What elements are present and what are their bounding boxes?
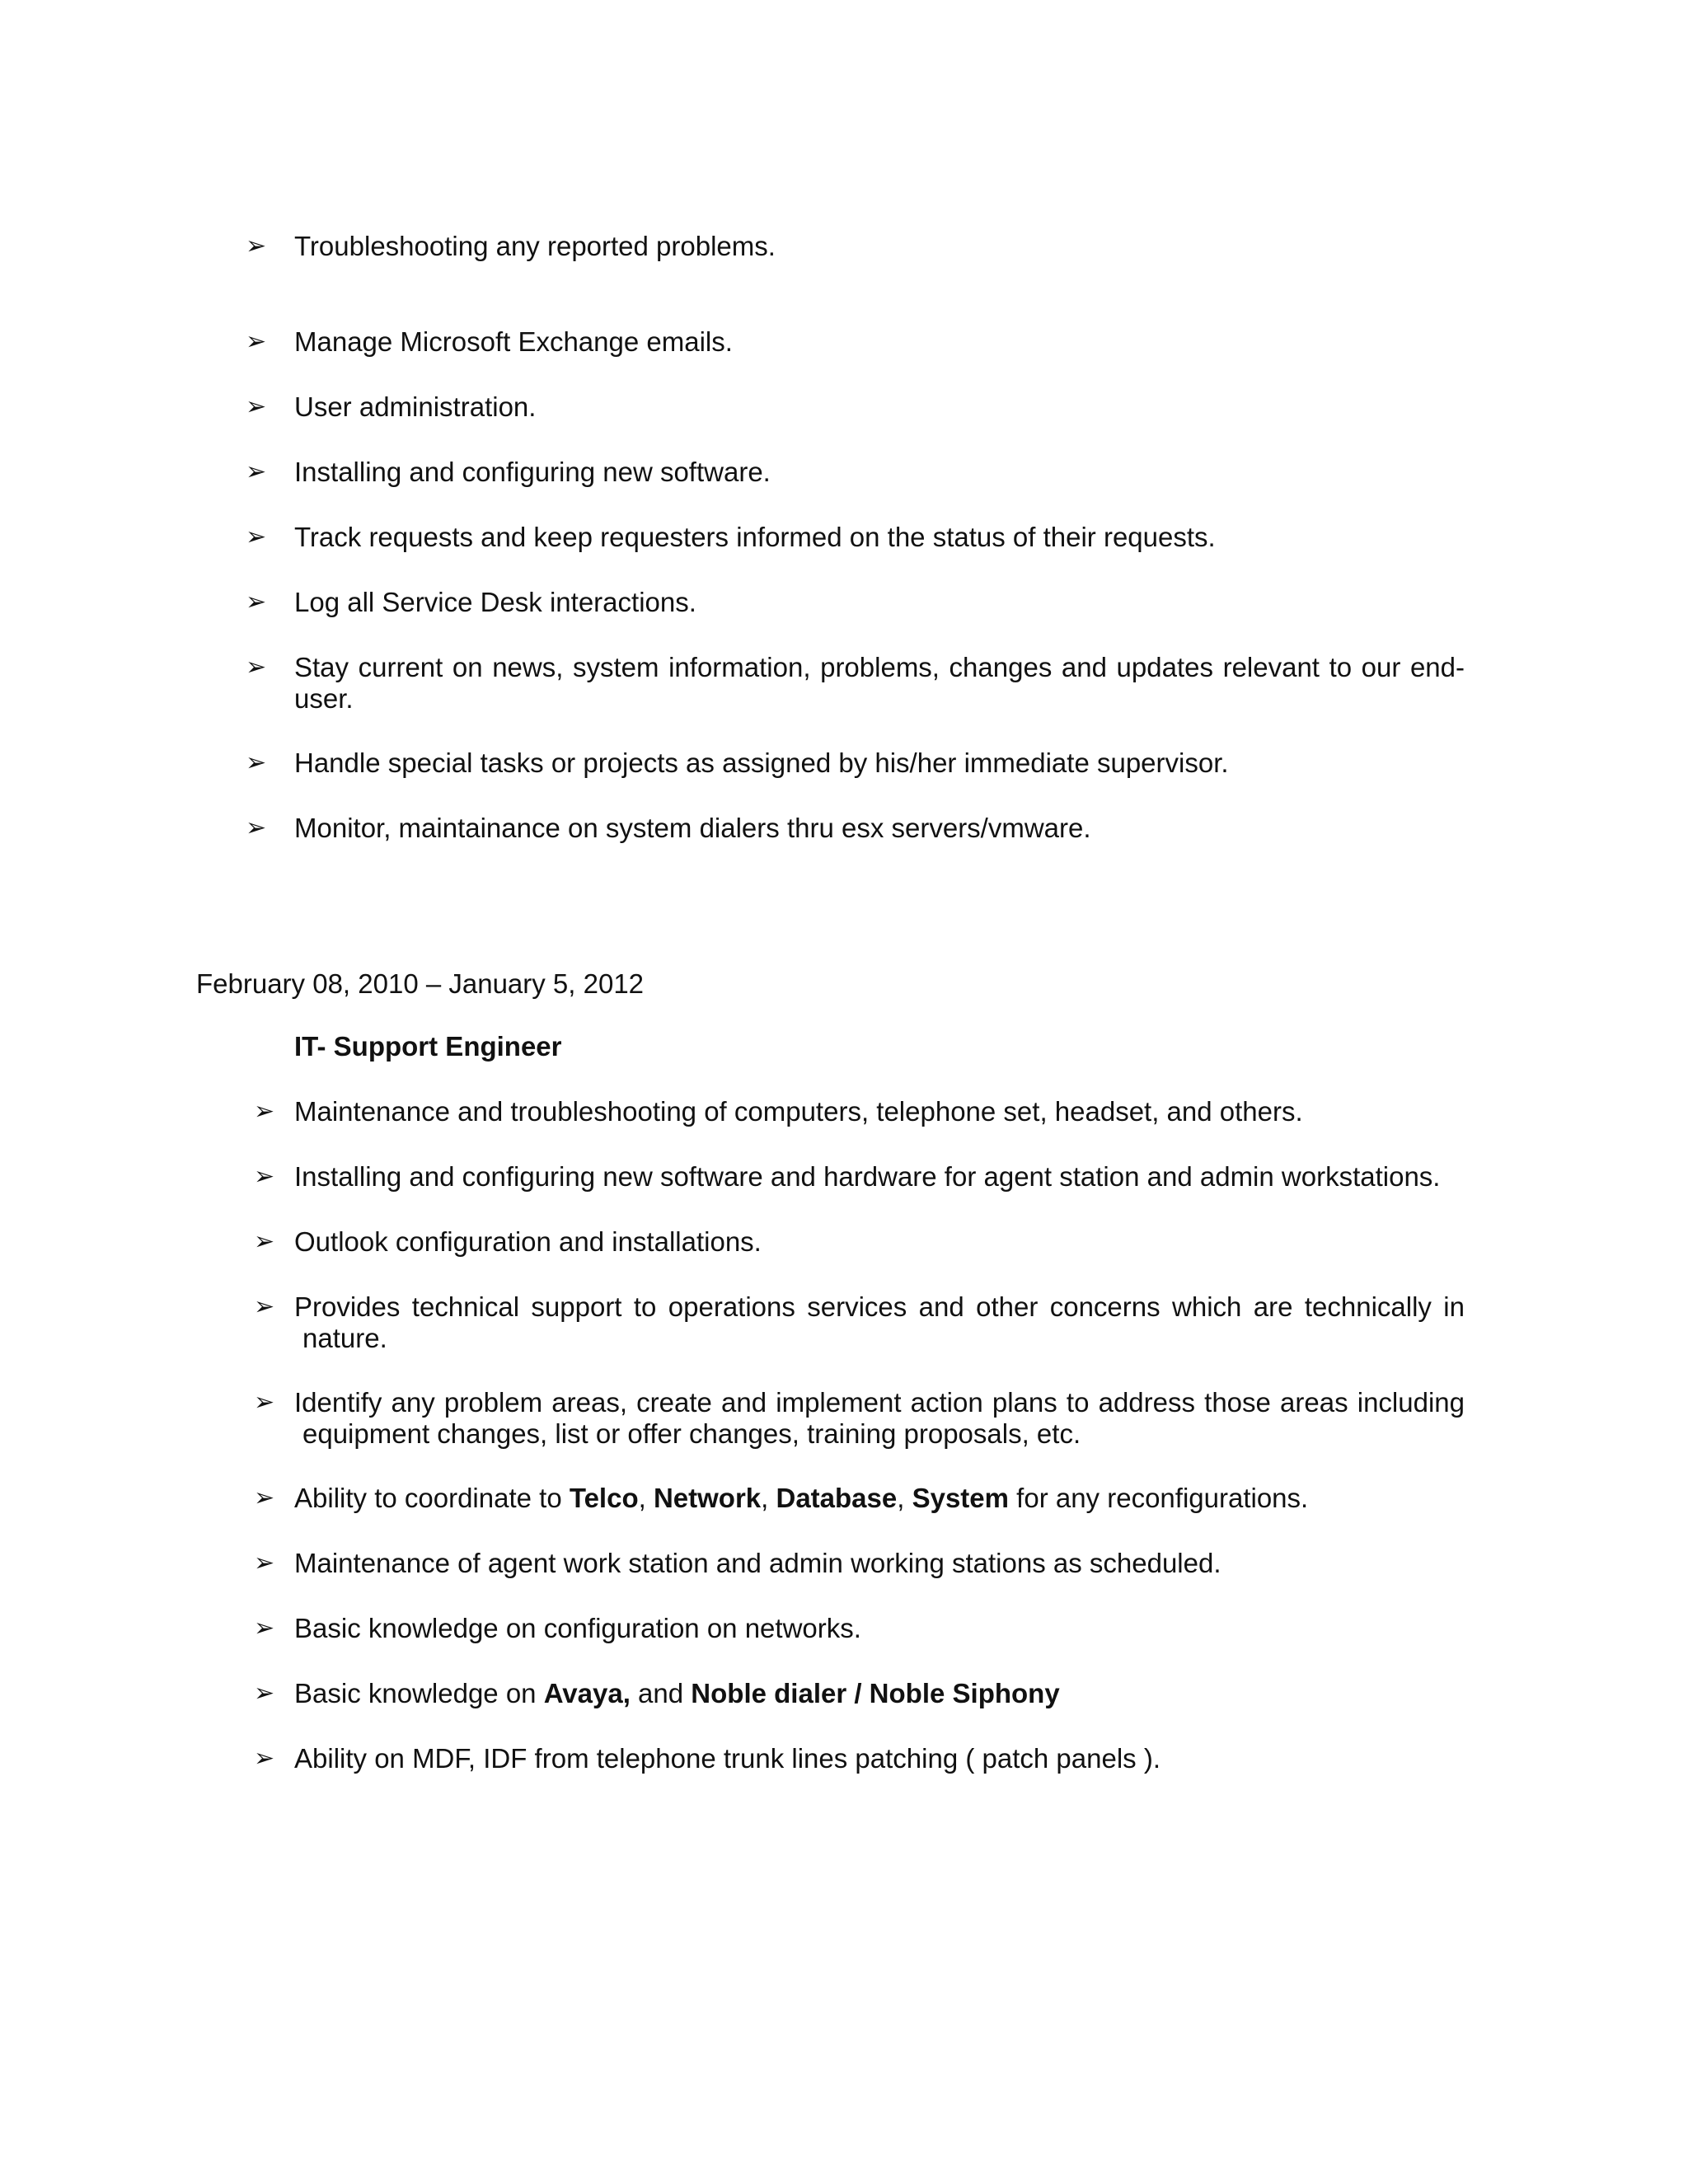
arrow-bullet-icon: ➢ (254, 1483, 275, 1512)
arrow-bullet-icon: ➢ (246, 653, 267, 682)
skill-network: Network (653, 1483, 762, 1513)
arrow-bullet-icon: ➢ (254, 1097, 275, 1126)
employment-dates: February 08, 2010 – January 5, 2012 (196, 968, 645, 999)
skill-noble: Noble dialer / Noble Siphony (691, 1678, 1060, 1708)
list-item-line: Identify any problem areas, create and implement action plans to address those areas including (294, 1387, 1465, 1418)
list-item-line: equipment changes, list or offer changes, training proposals, etc. (302, 1418, 1081, 1449)
list-item-text (294, 1291, 1465, 1354)
arrow-bullet-icon: ➢ (254, 1227, 275, 1256)
arrow-bullet-icon: ➢ (246, 232, 267, 260)
arrow-bullet-icon: ➢ (246, 748, 267, 777)
list-item-text: Maintenance and troubleshooting of computers, telephone set, headset, and others. (294, 1096, 1303, 1127)
list-item-text: Monitor, maintainance on system dialers thru esx servers/vmware. (294, 813, 1091, 843)
arrow-bullet-icon: ➢ (246, 813, 267, 842)
list-item-text: Track requests and keep requesters informed on the status of their requests. (294, 522, 1216, 552)
arrow-bullet-icon: ➢ (246, 327, 267, 356)
skill-database: Database (776, 1483, 898, 1513)
arrow-bullet-icon: ➢ (254, 1388, 275, 1417)
text-run: , (897, 1483, 912, 1513)
arrow-bullet-icon: ➢ (254, 1292, 275, 1321)
list-item-text: Outlook configuration and installations. (294, 1226, 762, 1257)
list-item-text: Maintenance of agent work station and admin working stations as scheduled. (294, 1548, 1221, 1578)
list-item-line: Provides technical support to operations services and other concerns which are technically in (294, 1291, 1465, 1322)
list-item-text: Ability on MDF, IDF from telephone trunk lines patching ( patch panels ). (294, 1743, 1160, 1774)
skill-system: System (912, 1483, 1009, 1513)
skill-telco: Telco (569, 1483, 639, 1513)
list-item-line: Stay current on news, system information, problems, changes and updates relevant to our end- (294, 652, 1465, 682)
list-item-text: Installing and configuring new software and hardware for agent station and admin workstations. (294, 1161, 1441, 1192)
list-item-line: nature. (302, 1323, 387, 1353)
arrow-bullet-icon: ➢ (254, 1679, 275, 1708)
list-item-text (294, 1483, 1465, 1514)
list-item-text (294, 652, 1465, 715)
skill-avaya: Avaya, (543, 1678, 631, 1708)
text-run: and (630, 1678, 692, 1708)
list-item-text: Basic knowledge on configuration on networks. (294, 1613, 861, 1643)
arrow-bullet-icon: ➢ (254, 1744, 275, 1773)
list-item-text: Log all Service Desk interactions. (294, 587, 696, 617)
list-item-text: Handle special tasks or projects as assigned by his/her immediate supervisor. (294, 748, 1229, 778)
list-item-text: User administration. (294, 391, 537, 422)
arrow-bullet-icon: ➢ (254, 1549, 275, 1577)
arrow-bullet-icon: ➢ (254, 1614, 275, 1643)
list-item-text: Troubleshooting any reported problems. (294, 231, 776, 261)
arrow-bullet-icon: ➢ (246, 457, 267, 486)
list-item-text (294, 1387, 1465, 1450)
text-run: Basic knowledge on (294, 1678, 544, 1708)
arrow-bullet-icon: ➢ (246, 523, 267, 551)
text-run: , (761, 1483, 776, 1513)
text-run: Ability to coordinate to (294, 1483, 570, 1513)
job-title: IT- Support Engineer (294, 1031, 562, 1062)
arrow-bullet-icon: ➢ (246, 588, 267, 616)
text-run: for any reconfigurations. (1009, 1483, 1309, 1513)
list-item-text: Installing and configuring new software. (294, 457, 771, 487)
list-item-line: user. (294, 683, 354, 714)
list-item-text: Manage Microsoft Exchange emails. (294, 326, 733, 357)
arrow-bullet-icon: ➢ (254, 1162, 275, 1191)
arrow-bullet-icon: ➢ (246, 392, 267, 421)
list-item-text (294, 1678, 1465, 1709)
text-run: , (638, 1483, 654, 1513)
